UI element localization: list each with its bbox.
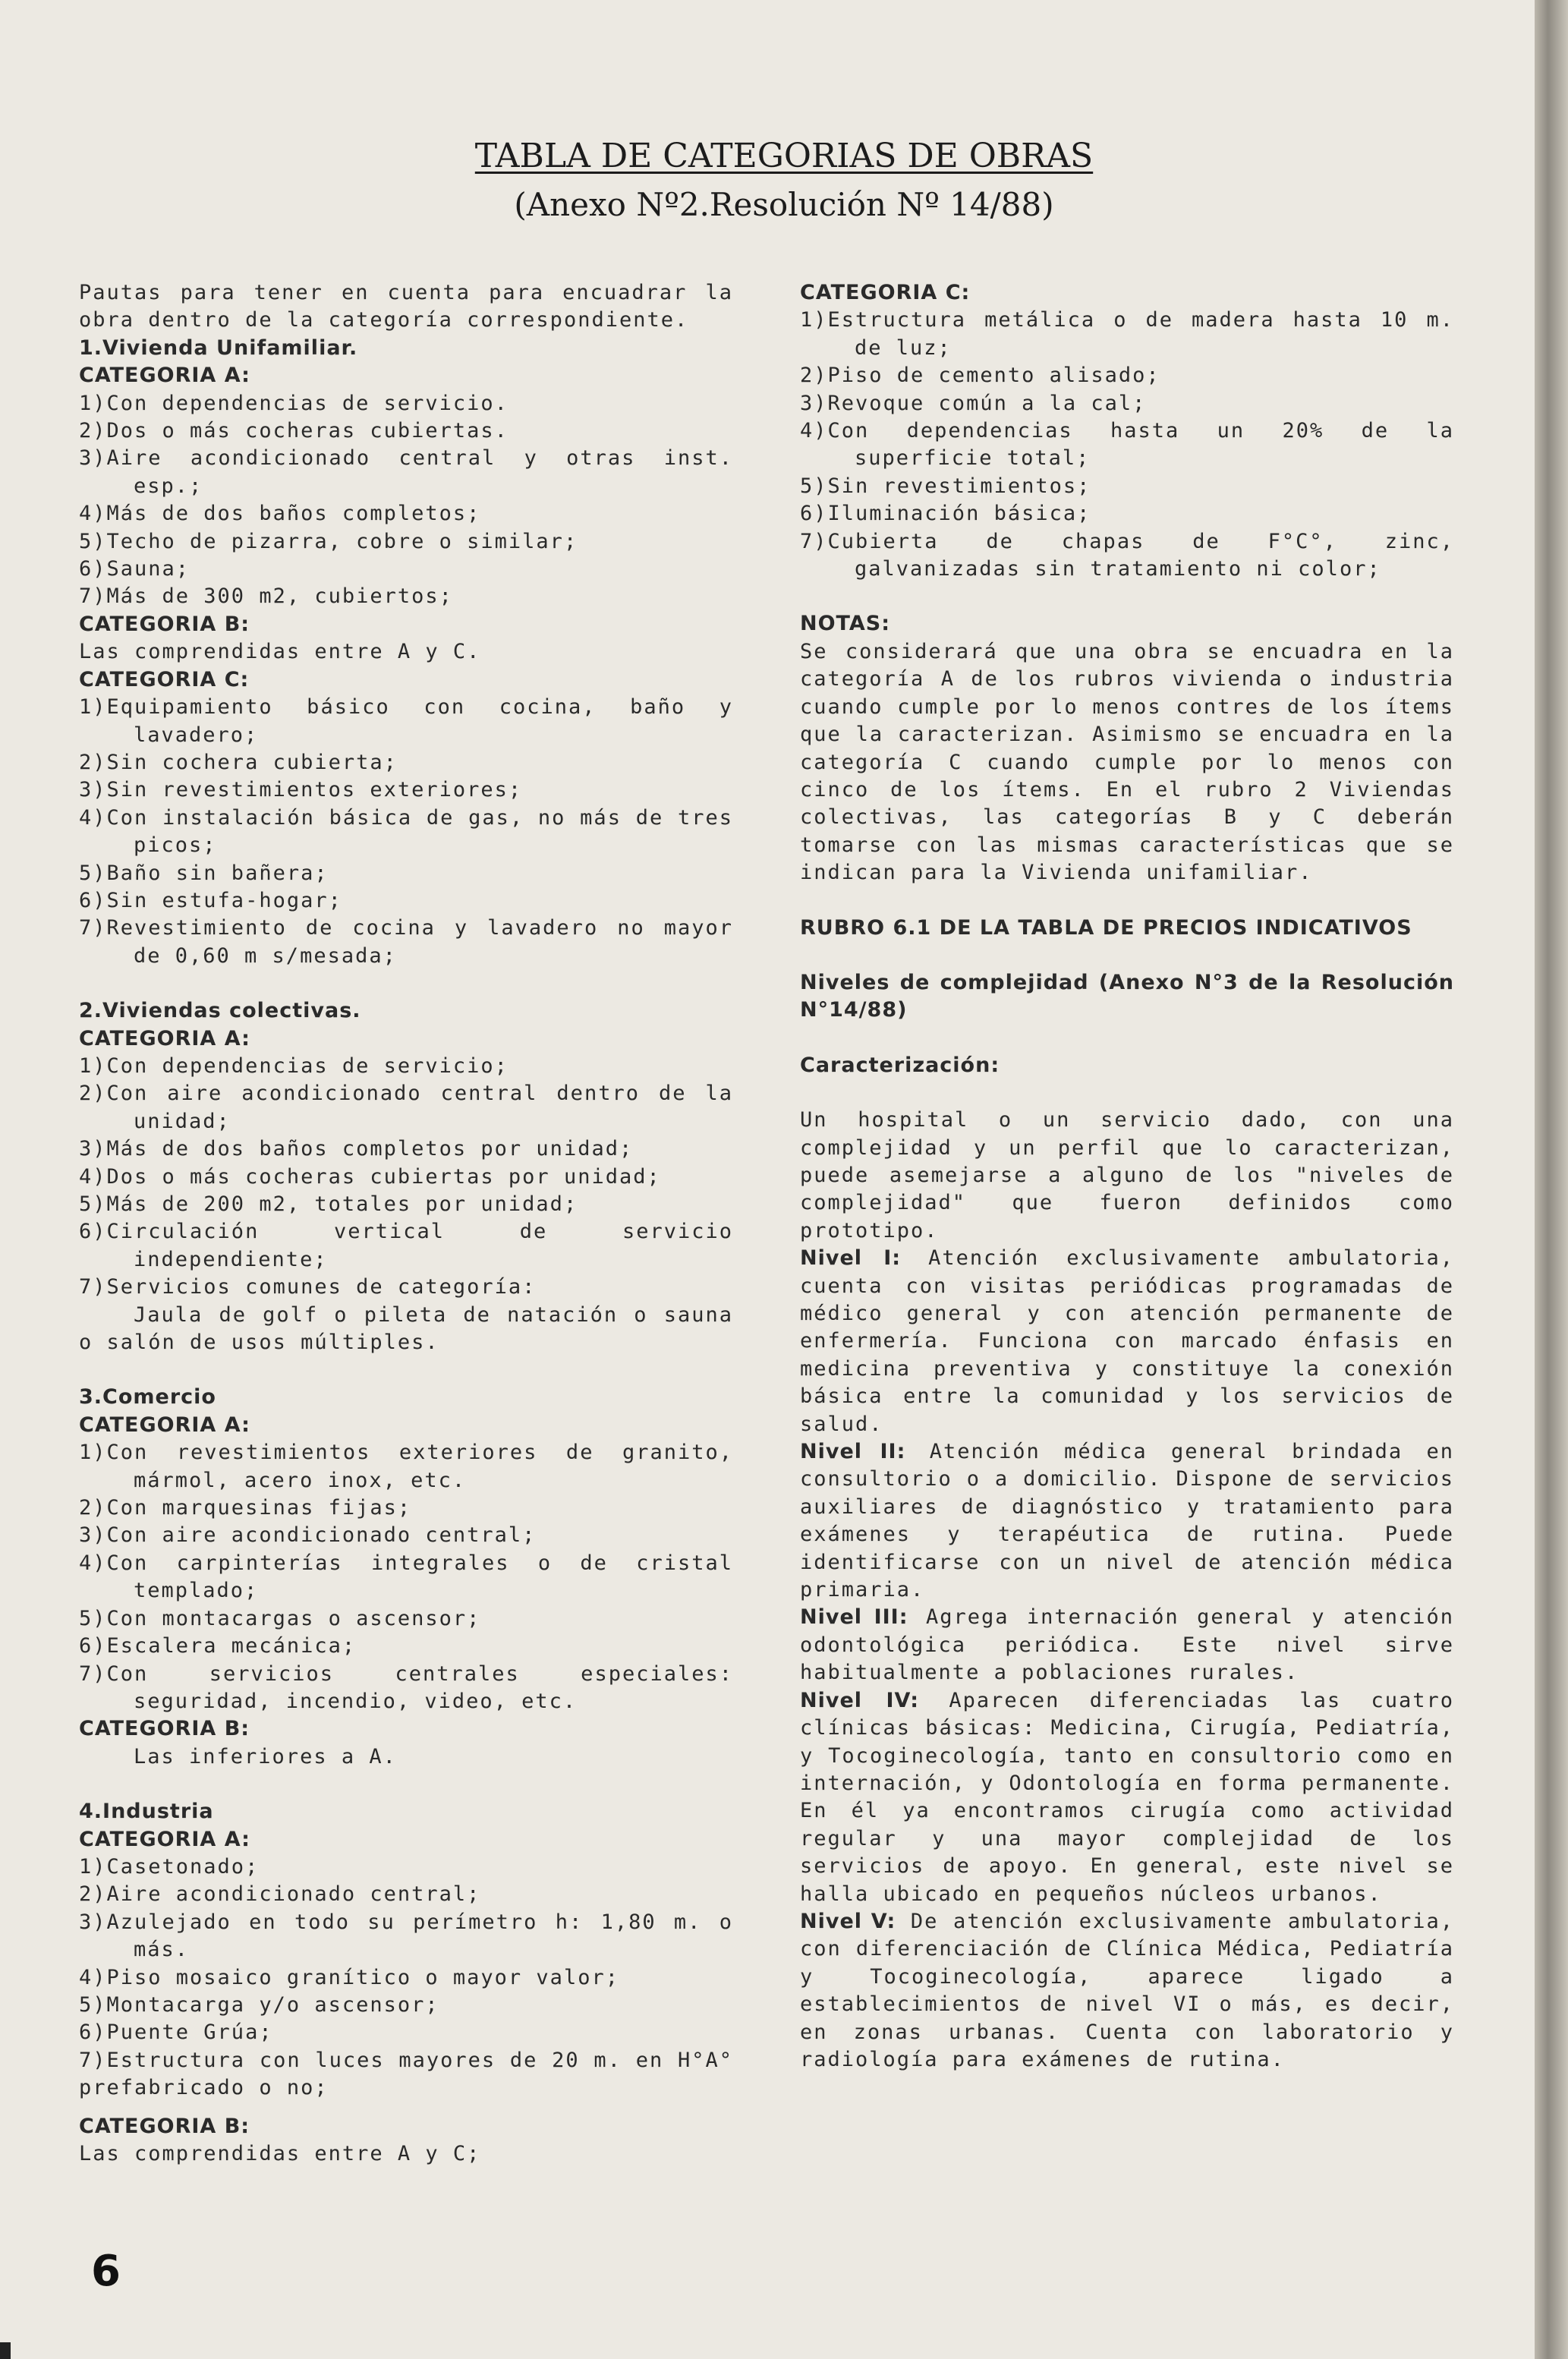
section-heading: 1.Vivienda Unifamiliar. (79, 335, 358, 360)
rubro-heading: RUBRO 6.1 DE LA TABLA DE PRECIOS INDICATIVOS (800, 915, 1412, 940)
list-item: 7)Con servicios centrales especiales: seguridad, incendio, video, etc. (79, 1661, 733, 1713)
nivel-3-text: Agrega internación general y atención odontológica periódica. Este nivel sirve habitualmente a poblaciones rurales. (800, 1605, 1455, 1685)
list-item: 6)Sauna; (79, 557, 190, 581)
nivel-5-paragraph (800, 1908, 1454, 2074)
nivel-5-text: De atención exclusivamente ambulatoria, con diferenciación de Clínica Médica, Pediatría y Tocoginecología, aparece ligado a establecimientos de nivel VI o más, es decir, en zonas urbanas. Cuenta con laboratorio y radiología para exámenes de rutina. (800, 1909, 1454, 2071)
page-edge-shadow (1535, 0, 1568, 2359)
list-item: 4)Con dependencias hasta un 20% de la superficie total; (800, 419, 1454, 471)
list-item: 4)Piso mosaico granítico o mayor valor; (79, 1965, 619, 1989)
list-item: 2)Dos o más cocheras cubiertas. (79, 419, 508, 443)
list-item: 5)Sin revestimientos; (800, 474, 1091, 498)
list-item: 1)Con dependencias de servicio; (79, 1054, 508, 1078)
list-item: 4)Dos o más cocheras cubiertas por unidad; (79, 1164, 661, 1189)
category-heading: CATEGORIA C: (800, 281, 971, 304)
nivel-3-label: Nivel III: (800, 1605, 908, 1630)
list-item: 1)Estructura metálica o de madera hasta 10 m. de luz; (800, 308, 1454, 360)
list-item: 7)Más de 300 m2, cubiertos; (79, 584, 453, 609)
list-item: Las comprendidas entre A y C. (79, 640, 481, 664)
nivel-1-text: Atención exclusivamente ambulatoria, cuenta con visitas periódicas programadas de médico general y con atención permanente de enfermería. Funciona con marcado énfasis en medicina preventiva y constituye la conexión básica entre la comunidad y los servicios de salud. (800, 1246, 1454, 1436)
category-heading: CATEGORIA C: (79, 667, 250, 691)
list-item: 1)Con revestimientos exteriores de granito, mármol, acero inox, etc. (79, 1441, 733, 1492)
section-heading: 3.Comercio (79, 1385, 216, 1409)
list-item: 3)Más de dos baños completos por unidad; (79, 1137, 634, 1161)
right-column (800, 279, 1454, 2074)
notes-heading: NOTAS: (800, 612, 891, 636)
list-item: 6)Sin estufa-hogar; (79, 888, 342, 912)
left-column (79, 279, 733, 2168)
category-heading: CATEGORIA B: (79, 612, 250, 636)
list-item: 5)Baño sin bañera; (79, 861, 329, 885)
page-title-text: TABLA DE CATEGORIAS DE OBRAS (474, 137, 1094, 175)
page-number: 6 (91, 2247, 121, 2296)
notes-text: Se considerará que una obra se encuadra en la categoría A de los rubros vivienda o industria cuando cumple por lo menos contres de los ítems que la caracterizan. Asimismo se encuadra en la categoría C cuando cumple por lo menos con cinco de los ítems. En el rubro 2 Viviendas colectivas, las categorías B y C deberán tomarse con las mismas características que se indican para la Vivienda unifamiliar. (800, 639, 1454, 885)
category-heading: CATEGORIA B: (79, 2114, 250, 2138)
list-item: 3)Sin revestimientos exteriores; (79, 778, 523, 802)
nivel-4-label: Nivel IV: (800, 1688, 920, 1712)
nivel-2-text: Atención médica general brindada en consultorio o a domicilio. Dispone de servicios auxiliares de diagnóstico y tratamiento para exámenes y terapéutica de rutina. Puede identificarse con un nivel de atención médica primaria. (800, 1440, 1454, 1602)
list-item-continuation: Jaula de golf o pileta de natación o sauna o salón de usos múltiples. (79, 1302, 733, 1355)
nivel-2-label: Nivel II: (800, 1440, 906, 1464)
caracterizacion-heading: Caracterización: (800, 1053, 1000, 1077)
category-heading: CATEGORIA A: (79, 364, 250, 388)
list-item: 5)Montacarga y/o ascensor; (79, 1992, 439, 2017)
list-item: 2)Con marquesinas fijas; (79, 1496, 412, 1520)
list-item: 4)Más de dos baños completos; (79, 502, 481, 526)
nivel-1-paragraph (800, 1245, 1454, 1438)
list-item: 7)Revestimiento de cocina y lavadero no mayor de 0,60 m s/mesada; (79, 916, 733, 968)
list-item: 7)Cubierta de chapas de F°C°, zinc, galvanizadas sin tratamiento ni color; (800, 529, 1454, 581)
category-heading: CATEGORIA A: (79, 1827, 250, 1851)
list-item: 2)Aire acondicionado central; (79, 1882, 481, 1907)
list-item: 2)Con aire acondicionado central dentro de la unidad; (79, 1082, 733, 1133)
niveles-heading: Niveles de complejidad (Anexo N°3 de la Resolución N°14/88) (800, 970, 1454, 1022)
section-heading: 4.Industria (79, 1800, 214, 1824)
list-item: 2)Sin cochera cubierta; (79, 750, 398, 774)
list-item: 3)Aire acondicionado central y otras inst. esp.; (79, 446, 733, 498)
list-item: 5)Techo de pizarra, cobre o similar; (79, 529, 578, 553)
page-title (0, 137, 1568, 175)
scan-corner-mark (0, 2342, 11, 2359)
nivel-4-text: Aparecen diferenciadas las cuatro clínicas básicas: Medicina, Cirugía, Pediatría, y Tocoginecología, tanto en consultorio como en internación, y Odontología en forma permanente. En él ya encontramos cirugía como actividad regular y una mayor complejidad de los servicios de apoyo. En general, este nivel se halla ubicado en pequeños núcleos urbanos. (800, 1688, 1454, 1906)
list-item: 7)Estructura con luces mayores de 20 m. en H°A° prefabricado o no; (79, 2048, 733, 2100)
list-item: 6)Circulación vertical de servicio independiente; (79, 1220, 733, 1271)
nivel-4-paragraph (800, 1687, 1454, 1908)
list-item: 1)Casetonado; (79, 1854, 260, 1879)
nivel-3-paragraph (800, 1604, 1454, 1687)
list-item: 4)Con instalación básica de gas, no más de tres picos; (79, 805, 733, 858)
list-item: 5)Con montacargas o ascensor; (79, 1606, 481, 1630)
list-item: 1)Equipamiento básico con cocina, baño y lavadero; (79, 695, 733, 747)
list-item: 3)Con aire acondicionado central; (79, 1523, 537, 1548)
list-item: 2)Piso de cemento alisado; (800, 364, 1160, 388)
list-item: 3)Revoque común a la cal; (800, 391, 1147, 415)
list-item: 7)Servicios comunes de categoría: (79, 1275, 537, 1299)
list-item: 3)Azulejado en todo su perímetro h: 1,80 m. o más. (79, 1910, 733, 1962)
list-item: 1)Con dependencias de servicio. (79, 391, 508, 415)
page-subtitle: (Anexo Nº2.Resolución Nº 14/88) (514, 186, 1054, 223)
list-item: 5)Más de 200 m2, totales por unidad; (79, 1192, 578, 1216)
category-heading: CATEGORIA A: (79, 1026, 250, 1050)
list-item: 6)Iluminación básica; (800, 502, 1091, 526)
nivel-5-label: Nivel V: (800, 1909, 896, 1933)
intro-paragraph: Un hospital o un servicio dado, con una complejidad y un perfil que lo caracterizan, puede asemejarse a alguno de los "niveles de complejidad" que fueron definidos como prototipo. (800, 1108, 1454, 1242)
list-item: 6)Puente Grúa; (79, 2020, 273, 2045)
list-item: Las comprendidas entre A y C; (79, 2142, 481, 2165)
intro-text: Pautas para tener en cuenta para encuadrar la obra dentro de la categoría correspondiente. (79, 281, 733, 332)
list-item: 6)Escalera mecánica; (79, 1634, 357, 1658)
category-heading: CATEGORIA B: (79, 1717, 250, 1741)
list-item: 4)Con carpinterías integrales o de cristal templado; (79, 1551, 733, 1603)
section-heading: 2.Viviendas colectivas. (79, 999, 361, 1023)
nivel-1-label: Nivel I: (800, 1246, 902, 1271)
nivel-2-paragraph (800, 1438, 1454, 1604)
category-heading: CATEGORIA A: (79, 1413, 250, 1437)
list-item: Las inferiores a A. (134, 1744, 397, 1768)
